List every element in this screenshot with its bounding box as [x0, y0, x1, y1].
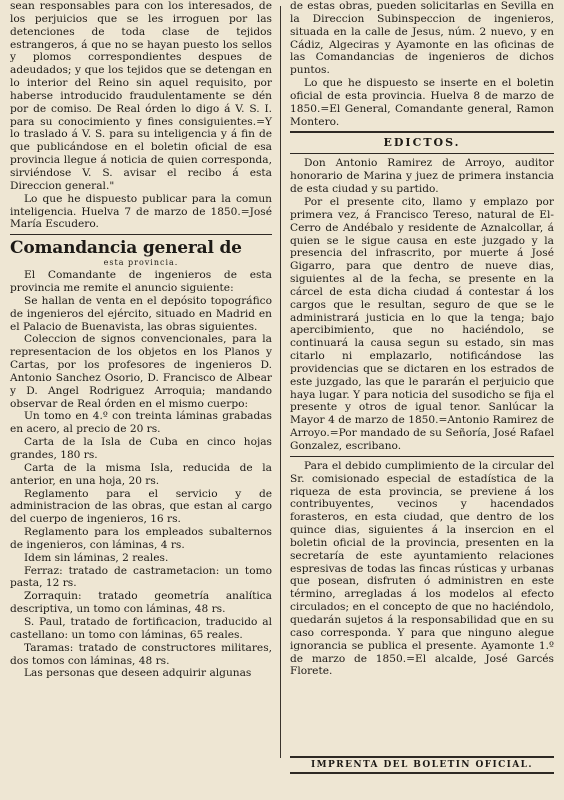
section-divider	[10, 234, 272, 235]
item-idem: Idem sin láminas, 2 reales.	[24, 551, 169, 564]
item-coleccion: Coleccion de signos convencionales, para la representacion de los objetos en los Planos y Cartas, por los profesores de ingenieros D. Antonio Sanchez Osorio, D. Francisco de Albear y D. Angel Rodriguez Arroquia; mandando observar de Real órden en el mismo cuerpo:	[10, 333, 272, 410]
edictos-divider-bottom	[290, 153, 554, 154]
item-zorraquin: Zorraquin: tratado geometría analítica descriptiva, un tomo con láminas, 48 rs.	[10, 590, 272, 616]
section-subheading: esta provincia.	[103, 258, 179, 268]
circular-text-continued: sean responsables para con los interesados, de los perjuicios que se les irroguen por las detenciones de toda clase de tejidos estrangeros, á que no se hayan puesto los sellos y plomos correspondientes despues de adeudados; y que los tejidos que se detengan en lo interior del Reino sin aquel requisito, por haberse introducido fraudulentamente se dén por de comiso. De Real órden lo digo á V. S. I. para su conocimiento y fines consiguientes.=Y lo traslado á V. S. para su inteligencia y á fin de que publicándose en el boletin oficial de esa provincia llegue á noticia de quien corresponda, sirviéndose V. S. avisar el recibo á esta Direccion general."	[10, 0, 272, 192]
item-ferraz: Ferraz: tratado de castrametacion: un tomo pasta, 12 rs.	[10, 564, 272, 590]
edicto-statistics: Para el debido cumplimiento de la circular del Sr. comisionado especial de estadística de la riqueza de esta provincia, se previene á los contribuyentes, vecinos y hacendados forasteros, en esta ciudad, que dentro de los quince dias, siguientes á la insercion en el boletin oficial de la provincia, presenten en la secretaría de este ayuntamiento relaciones espresivas de todas las fincas rústicas y urbanas que posean, disfruten ó administren en este término, arregladas á los modelos al efecto circulados; en el concepto de que no haciéndolo, quedarán sujetos á la responsabilidad que en su caso corresponda. Y para que ninguno alegue ignorancia se publica el presente. Ayamonte 1.º de marzo de 1850.=El alcalde, José Garcés Florete.	[290, 459, 554, 678]
announcement-intro: El Comandante de ingenieros de esta provincia me remite el anuncio siguiente:	[10, 269, 272, 295]
imprint-footer	[290, 756, 554, 774]
item-tomo: Un tomo en 4.º con treinta láminas grabadas en acero, al precio de 20 rs.	[10, 410, 272, 436]
footer-rule-bottom	[290, 772, 554, 774]
edicto-summons: Por el presente cito, llamo y emplazo por primera vez, á Francisco Tereso, natural de El-Cerro de Andébalo y residente de Aznalcollar, á quien se le sigue causa en este juzgado y la presencia del infrascrito, por muerte á José Gigarro, para que dentro de nueve dias, siguientes al de la fecha, se presente en la cárcel de esta dicha ciudad á contestar á los cargos que le resultan, seguro de que se le administrará justicia en lo que la tenga; bajo apercibimiento, que no haciéndolo, se continuará la causa segun su estado, sin mas citarlo ni emplazarlo, notificándose las providencias que se dictaren en los estrados de este juzgado, las que le pararán el perjuicio que haya lugar. Y para noticia del susodicho se fija el presente y otros de igual tenor. Sanlúcar la Mayor 4 de marzo de 1850.=Antonio Ramirez de Arroyo.=Por mandado de su Señoría, José Rafael Gonzalez, escribano.	[290, 195, 554, 452]
item-reglamento-obras: Reglamento para el servicio y de administracion de las obras, que estan al cargo del cuerpo de ingenieros, 16 rs.	[10, 487, 272, 526]
edictos-divider-top	[290, 131, 554, 133]
imprint-text: IMPRENTA DEL BOLETIN OFICIAL.	[311, 760, 533, 770]
item-taramas: Taramas: tratado de constructores militares, dos tomos con láminas, 48 rs.	[10, 641, 272, 667]
left-column	[10, 0, 272, 680]
section-heading: Comandancia general de	[10, 238, 242, 259]
item-spaul: S. Paul, tratado de fortificacion, traducido al castellano: un tomo con láminas, 65 reales.	[10, 615, 272, 641]
edictos-title: EDICTOS.	[383, 136, 461, 150]
announcement-continued: de estas obras, pueden solicitarlas en Sevilla en la Direccion Subinspeccion de ingenieros, situada en la calle de Jesus, núm. 2 nuevo, y en Cádiz, Algeciras y Ayamonte en las oficinas de las Comandancias de ingenieros de dichos puntos.	[290, 0, 554, 77]
item-carta-reducida: Carta de la misma Isla, reducida de la anterior, en una hoja, 20 rs.	[10, 461, 272, 487]
column-divider	[280, 6, 281, 758]
item-carta-cuba: Carta de la Isla de Cuba en cinco hojas grandes, 180 rs.	[10, 436, 272, 461]
right-column	[290, 0, 554, 678]
closing-line: Las personas que deseen adquirir algunas	[24, 667, 252, 680]
edicto-divider	[290, 456, 554, 457]
edicto-judge: Don Antonio Ramirez de Arroyo, auditor honorario de Marina y juez de primera instancia de esta ciudad y su partido.	[290, 157, 554, 196]
item-reglamento-empleados: Reglamento para los empleados subalternos de ingenieros, con láminas, 4 rs.	[10, 526, 272, 551]
general-signature: Lo que he dispuesto se inserte en el boletin oficial de esta provincia. Huelva 8 de marzo de 1850.=El General, Comandante general, Ramon Montero.	[290, 77, 554, 128]
publication-note: Lo que he dispuesto publicar para la comun inteligencia. Huelva 7 de marzo de 1850.=José María Escudero.	[10, 192, 272, 231]
announcement-sale: Se hallan de venta en el depósito topográfico de ingenieros del ejército, situado en Madrid en el Palacio de Buenavista, las obras siguientes.	[10, 294, 272, 333]
